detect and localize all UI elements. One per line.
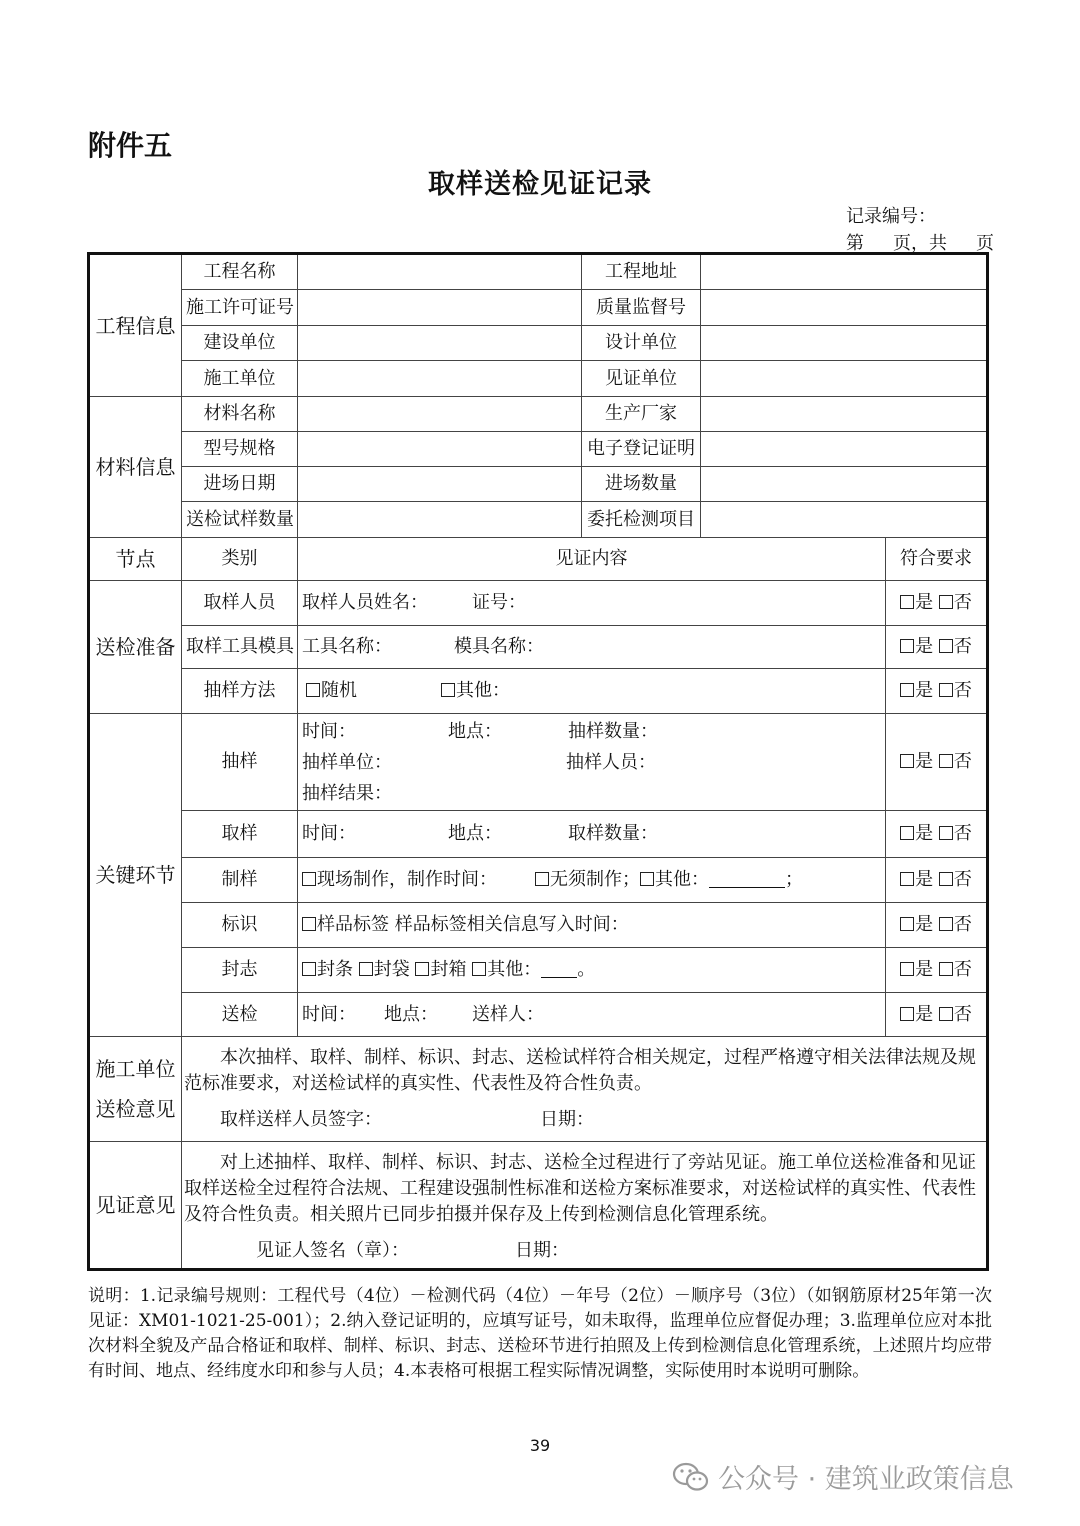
header-content: 见证内容 <box>298 538 886 581</box>
content-constructor-opinion <box>182 1037 988 1142</box>
checkbox-icon[interactable] <box>900 826 914 840</box>
field-entry-qty[interactable] <box>701 467 988 502</box>
label-entry-date: 进场日期 <box>182 467 298 502</box>
conform-method[interactable]: 是 否 <box>886 669 988 714</box>
label-manufacturer: 生产厂家 <box>582 397 701 432</box>
checkbox-icon[interactable] <box>302 872 316 886</box>
page-ye: 页 <box>976 233 994 254</box>
field-builder[interactable] <box>298 326 582 361</box>
label-marking: 标识 <box>182 903 298 948</box>
blank-underline[interactable] <box>541 961 577 978</box>
field-witness-unit[interactable] <box>701 361 988 397</box>
conform-sampling[interactable]: 是 否 <box>886 714 988 811</box>
label-entry-qty: 进场数量 <box>582 467 701 502</box>
field-material-name[interactable] <box>298 397 582 432</box>
conform-taking[interactable]: 是 否 <box>886 811 988 858</box>
record-number-label: 记录编号： <box>846 206 936 227</box>
field-e-registration[interactable] <box>701 432 988 467</box>
label-witness-unit: 见证单位 <box>582 361 701 397</box>
witness-opinion-text: 对上述抽样、取样、制样、标识、封志、送检全过程进行了旁站见证。施工单位送检准备和见证取样送检全过程符合法规、工程建设强制性标准和送检方案标准要求，对送检试样的真实性、代表性及符合性负责。相关照片已同步拍摄并保存及上传到检测信息化管理系统。 <box>184 1152 976 1225</box>
checkbox-icon[interactable] <box>939 595 953 609</box>
label-sample-qty: 送检试样数量 <box>182 502 298 538</box>
page-number: 39 <box>529 1436 551 1455</box>
checkbox-icon[interactable] <box>939 826 953 840</box>
checkbox-icon[interactable] <box>302 917 316 931</box>
checkbox-icon[interactable] <box>900 639 914 653</box>
label-preparation: 制样 <box>182 858 298 903</box>
content-method: 随机 其他： <box>298 669 886 714</box>
label-material-name: 材料名称 <box>182 397 298 432</box>
content-taking: 时间： 地点： 取样数量： <box>298 811 886 858</box>
content-marking: 样品标签 样品标签相关信息写入时间： <box>298 903 886 948</box>
checkbox-icon[interactable] <box>939 962 953 976</box>
field-sample-qty[interactable] <box>298 502 582 538</box>
label-e-registration: 电子登记证明 <box>582 432 701 467</box>
section-key-steps: 关键环节 <box>89 714 182 1037</box>
field-model-spec[interactable] <box>298 432 582 467</box>
conform-tools[interactable]: 是 否 <box>886 626 988 669</box>
conform-sampler[interactable]: 是 否 <box>886 581 988 626</box>
label-quality-no: 质量监督号 <box>582 290 701 326</box>
label-method: 抽样方法 <box>182 669 298 714</box>
field-constructor[interactable] <box>298 361 582 397</box>
document-title: 取样送检见证记录 <box>428 169 652 200</box>
content-witness-opinion <box>182 1142 988 1270</box>
checkbox-icon[interactable] <box>900 872 914 886</box>
checkbox-icon[interactable] <box>939 917 953 931</box>
notes: 说明：1.记录编号规则：工程代号（4位）－检测代码（4位）－年号（2位）－顺序号（3位）（如钢筋原材25年第一次见证：XM01-1021-25-001）；2.纳入登记证明的，应填写证号，如未取得，监理单位应督促办理；3.监理单位应对本批次材料全貌及产品合格证和取样、制样、标识、封志、送检环节进行拍照及上传到检测信息化管理系统，上述照片均应带有时间、地点、经纬度水印和参与人员；4.本表格可根据工程实际情况调整，实际使用时本说明可删除。 <box>88 1286 992 1381</box>
label-tools: 取样工具模具 <box>182 626 298 669</box>
conform-marking[interactable]: 是 否 <box>886 903 988 948</box>
checkbox-icon[interactable] <box>441 683 455 697</box>
page-di: 第 <box>846 233 864 254</box>
checkbox-icon[interactable] <box>640 872 654 886</box>
checkbox-icon[interactable] <box>939 872 953 886</box>
conform-delivery[interactable]: 是 否 <box>886 993 988 1037</box>
blank-underline[interactable] <box>709 871 785 888</box>
header-node: 节点 <box>89 538 182 581</box>
checkbox-icon[interactable] <box>415 962 429 976</box>
section-constructor-opinion: 施工单位 送检意见 <box>89 1037 182 1142</box>
checkbox-icon[interactable] <box>900 595 914 609</box>
field-quality-no[interactable] <box>701 290 988 326</box>
label-project-name: 工程名称 <box>182 254 298 290</box>
header-conform: 符合要求 <box>886 538 988 581</box>
label-taking: 取样 <box>182 811 298 858</box>
checkbox-icon[interactable] <box>900 917 914 931</box>
constructor-opinion-text: 本次抽样、取样、制样、标识、封志、送检试样符合相关规定，过程严格遵守相关法律法规及规范标准要求，对送检试样的真实性、代表性及符合性负责。 <box>184 1047 976 1094</box>
label-builder: 建设单位 <box>182 326 298 361</box>
field-project-address[interactable] <box>701 254 988 290</box>
field-project-name[interactable] <box>298 254 582 290</box>
field-entry-date[interactable] <box>298 467 582 502</box>
checkbox-icon[interactable] <box>302 962 316 976</box>
checkbox-icon[interactable] <box>535 872 549 886</box>
field-designer[interactable] <box>701 326 988 361</box>
witness-sign-line: 见证人签名（章）： 日期： <box>256 1240 569 1261</box>
section-project-info: 工程信息 <box>89 254 182 397</box>
label-project-address: 工程地址 <box>582 254 701 290</box>
label-designer: 设计单位 <box>582 326 701 361</box>
checkbox-icon[interactable] <box>939 683 953 697</box>
content-sealing: 封条 封袋 封箱 其他： 。 <box>298 948 886 993</box>
section-material-info: 材料信息 <box>89 397 182 538</box>
checkbox-icon[interactable] <box>939 1007 953 1021</box>
content-tools: 工具名称： 模具名称： <box>298 626 886 669</box>
checkbox-icon[interactable] <box>900 962 914 976</box>
label-test-items: 委托检测项目 <box>582 502 701 538</box>
content-preparation: 现场制作，制作时间： 无须制作； 其他： ； <box>298 858 886 903</box>
label-sampling: 抽样 <box>182 714 298 811</box>
content-sampling: 时间： 地点： 抽样数量： 抽样单位： 抽样人员： 抽样结果： <box>298 714 886 811</box>
checkbox-icon[interactable] <box>306 683 320 697</box>
appendix-label: 附件五 <box>88 129 173 162</box>
conform-preparation[interactable]: 是 否 <box>886 858 988 903</box>
label-permit-no: 施工许可证号 <box>182 290 298 326</box>
constructor-sign-line: 取样送样人员签字： 日期： <box>220 1109 594 1130</box>
label-constructor: 施工单位 <box>182 361 298 397</box>
checkbox-icon[interactable] <box>939 639 953 653</box>
field-manufacturer[interactable] <box>701 397 988 432</box>
section-witness-opinion: 见证意见 <box>89 1142 182 1270</box>
checkbox-icon[interactable] <box>900 683 914 697</box>
content-delivery: 时间： 地点： 送样人： <box>298 993 886 1037</box>
label-sealing: 封志 <box>182 948 298 993</box>
field-test-items[interactable] <box>701 502 988 538</box>
section-prep: 送检准备 <box>89 581 182 714</box>
page-ye-gong: 页，共 <box>893 233 947 254</box>
conform-sealing[interactable]: 是 否 <box>886 948 988 993</box>
label-sampler: 取样人员 <box>182 581 298 626</box>
witness-record-form <box>87 252 989 1271</box>
checkbox-icon[interactable] <box>359 962 373 976</box>
watermark <box>672 1457 1014 1496</box>
checkbox-icon[interactable] <box>472 962 486 976</box>
wechat-icon <box>672 1461 710 1493</box>
label-delivery: 送检 <box>182 993 298 1037</box>
watermark-text: 公众号 · 建筑业政策信息 <box>718 1464 1014 1495</box>
checkbox-icon[interactable] <box>939 754 953 768</box>
checkbox-icon[interactable] <box>900 1007 914 1021</box>
field-permit-no[interactable] <box>298 290 582 326</box>
label-model-spec: 型号规格 <box>182 432 298 467</box>
checkbox-icon[interactable] <box>900 754 914 768</box>
content-sampler: 取样人员姓名： 证号： <box>298 581 886 626</box>
header-category: 类别 <box>182 538 298 581</box>
